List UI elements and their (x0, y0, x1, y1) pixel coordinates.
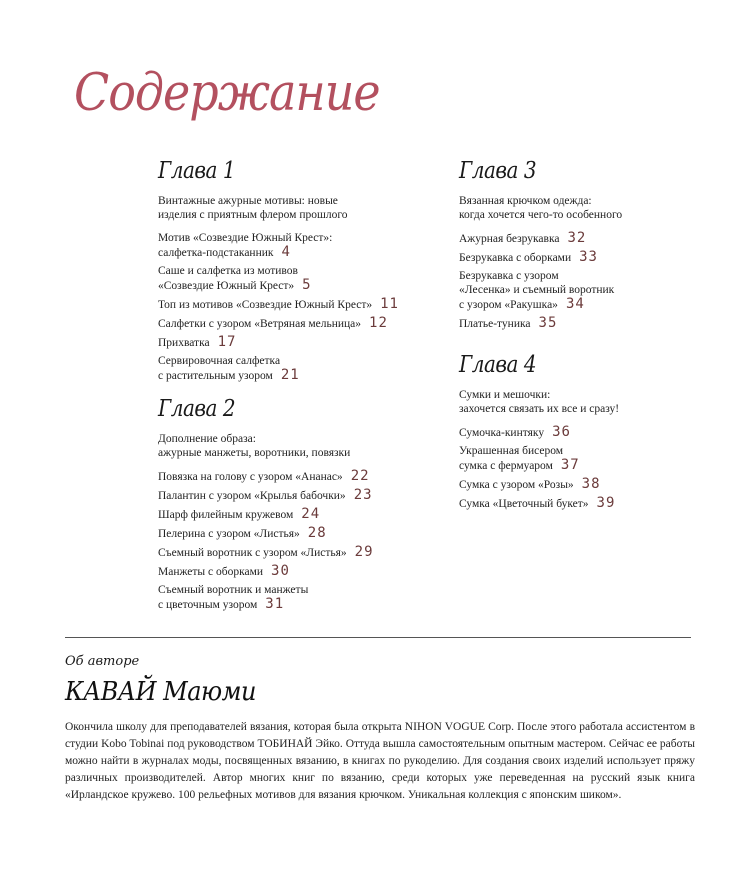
toc-entry-page: 32 (567, 230, 587, 246)
toc-entry-page: 11 (380, 296, 399, 312)
toc-entry-title: Сумочка-кинтяку (459, 427, 545, 439)
toc-entry-title: Украшенная бисером сумка с фермуаром (459, 445, 564, 472)
toc-entry-title: Шарф филейным кружевом (158, 509, 294, 521)
toc-entry[interactable] (158, 469, 428, 484)
toc-entry[interactable] (459, 444, 729, 473)
toc-entry-page: 24 (301, 506, 321, 522)
toc-entry-title: Сумка с узором «Розы» (459, 479, 574, 491)
toc-entry-title: Сервировочная салфетка с растительным узором (158, 355, 281, 382)
toc-entry-page: 5 (302, 277, 312, 293)
toc-entry-title: Салфетки с узором «Ветряная мельница» (158, 318, 362, 330)
toc-entry[interactable] (158, 354, 428, 383)
chapter-heading: Глава 1 (158, 156, 236, 184)
toc-entry[interactable] (459, 496, 729, 511)
toc-entry[interactable] (158, 488, 428, 503)
chapter-1 (158, 156, 428, 387)
author-name: КАВАЙ Маюми (65, 676, 256, 707)
toc-entry-page: 28 (307, 525, 327, 541)
toc-entry-page: 30 (271, 563, 290, 579)
chapter-intro: Вязанная крючком одежда: когда хочется чего-то особенного (459, 195, 623, 221)
toc-entry[interactable] (158, 335, 428, 350)
toc-entry-page: 23 (353, 487, 373, 503)
toc-entry-page: 4 (281, 244, 291, 260)
chapter-heading: Глава 4 (459, 350, 537, 378)
toc-entry-page: 33 (579, 249, 598, 265)
toc-entry[interactable] (158, 316, 428, 331)
author-bio: Окончила школу для преподавателей вязания, которая была открыта NIHON VOGUE Corp. После этого работала ассистентом в студии Kobo Tobinai под руководством ТОБИНАЙ Эйко. Оттуда вышла самостоятельным опытным мастером. Сейчас ее работы можно найти в журналах моды, посвященных вязанию, в книгах по рукоделию. Для создания своих изделий использует пряжу различных производителей. Автор многих книг по вязанию, среди которых уже переведенная на русский язык книга «Ирландское кружево. 100 рельефных мотивов для вязания крючком. Уникальная коллекция с японским шиком». (65, 721, 695, 801)
toc-entry[interactable] (459, 316, 729, 331)
toc-entry[interactable] (158, 583, 428, 612)
toc-entry-page: 22 (350, 468, 370, 484)
toc-entry-title: Безрукавка с узором «Лесенка» и съемный воротник с узором «Ракушка» (459, 270, 615, 311)
toc-entry-page: 35 (538, 315, 558, 331)
toc-entry[interactable] (158, 507, 428, 522)
toc-entry-title: Мотив «Созвездие Южный Крест»: салфетка-подстаканник (158, 232, 333, 259)
toc-entry-title: Платье-туника (459, 318, 531, 330)
toc-entry-title: Съемный воротник с узором «Листья» (158, 547, 347, 559)
toc-entry[interactable] (158, 564, 428, 579)
chapter-heading: Глава 3 (459, 156, 537, 184)
toc-entry[interactable] (158, 264, 428, 293)
toc-entry[interactable] (158, 231, 428, 260)
toc-entry[interactable] (158, 526, 428, 541)
toc-entry[interactable] (459, 231, 729, 246)
toc-entry-title: Повязка на голову с узором «Ананас» (158, 471, 343, 483)
toc-entry-page: 39 (596, 495, 616, 511)
chapter-heading: Глава 2 (158, 394, 236, 422)
toc-entry-page: 17 (217, 334, 237, 350)
chapter-intro: Винтажные ажурные мотивы: новые изделия с приятным флером прошлого (158, 195, 348, 221)
toc-entry-title: Ажурная безрукавка (459, 233, 560, 245)
toc-entry-title: Топ из мотивов «Созвездие Южный Крест» (158, 299, 373, 311)
page-title: Содержание (74, 62, 380, 123)
toc-entry-title: Сумка «Цветочный букет» (459, 498, 589, 510)
toc-entry-title: Манжеты с оборками (158, 566, 264, 578)
chapter-4 (459, 350, 729, 515)
toc-entry-page: 21 (280, 367, 300, 383)
toc-entry[interactable] (459, 425, 729, 440)
toc-entry[interactable] (459, 250, 729, 265)
toc-entry[interactable] (459, 477, 729, 492)
about-author-label: Об авторе (65, 654, 140, 669)
toc-entry-page: 38 (581, 476, 601, 492)
chapter-intro: Дополнение образа: ажурные манжеты, воротники, повязки (158, 433, 351, 459)
toc-entry-title: Саше и салфетка из мотивов «Созвездие Южный Крест» (158, 265, 298, 292)
toc-entry-page: 12 (369, 315, 388, 331)
toc-entry-page: 34 (565, 296, 585, 312)
toc-entry-page: 31 (265, 596, 285, 612)
toc-entry-page: 36 (552, 424, 571, 440)
toc-entry-title: Пелерина с узором «Листья» (158, 528, 300, 540)
toc-entry-title: Палантин с узором «Крылья бабочки» (158, 490, 346, 502)
toc-entry-page: 37 (560, 457, 580, 473)
toc-entry[interactable] (158, 545, 428, 560)
chapter-3 (459, 156, 729, 335)
toc-entry-title: Прихватка (158, 337, 210, 349)
chapter-intro: Сумки и мешочки: захочется связать их все и сразу! (459, 389, 620, 415)
chapter-2 (158, 394, 428, 616)
toc-entry-page: 29 (354, 544, 374, 560)
toc-entry-title: Съемный воротник и манжеты с цветочным узором (158, 584, 309, 611)
section-divider (65, 637, 691, 638)
toc-entry-title: Безрукавка с оборками (459, 252, 572, 264)
toc-entry[interactable] (459, 269, 729, 312)
toc-entry[interactable] (158, 297, 428, 312)
